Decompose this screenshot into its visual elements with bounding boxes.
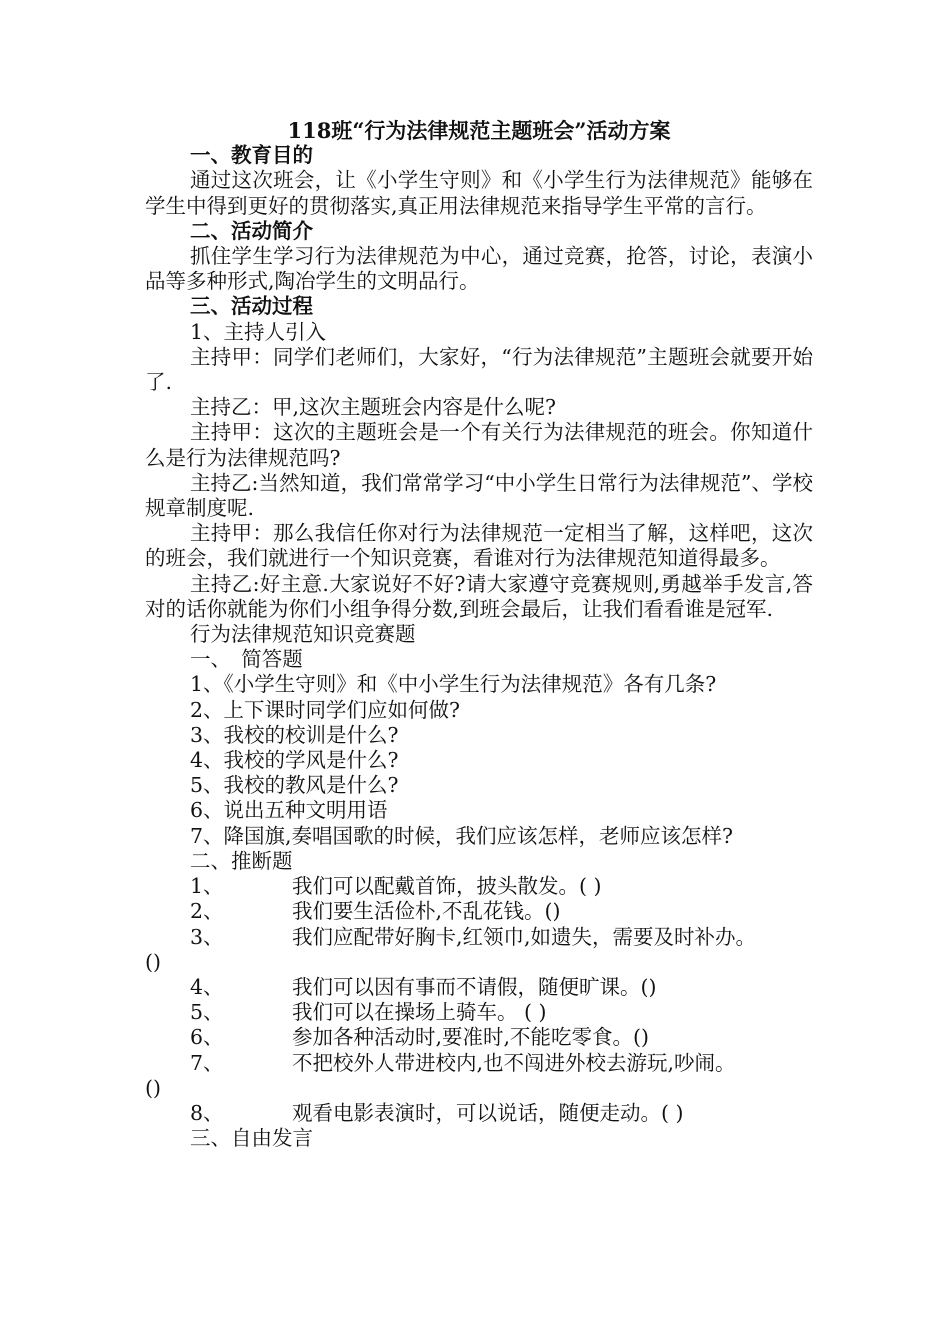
step-host-intro: 1、主持人引入 (190, 319, 327, 344)
section-heading-purpose: 一、教育目的 (190, 143, 313, 168)
judgement-continuation: () (145, 949, 161, 974)
dialogue-line: 主持乙:好主意.大家说好不好?请大家遵守竞赛规则,勇越举手发言,答对的话你就能为你们小组争得分数,到班会最后，让我们看看谁是冠军. (145, 571, 813, 621)
judgement-number: 4、 (190, 974, 224, 999)
purpose-paragraph: 通过这次班会，让《小学生守则》和《小学生行为法律规范》能够在学生中得到更好的贯彻落实,真正用法律规范来指导学生平常的言行。 (145, 168, 813, 218)
judgement-number: 2、 (190, 899, 224, 924)
dialogue-line: 主持乙：甲,这次主题班会内容是什么呢? (190, 395, 557, 420)
judgement-number: 3、 (190, 924, 224, 949)
judgement-text: 观看电影表演时，可以说话，随便走动。( ) (292, 1100, 684, 1125)
question-item: 1、《小学生守则》和《中小学生行为法律规范》各有几条? (190, 672, 717, 697)
document-title: 118班“行为法律规范主题班会”活动方案 (287, 118, 671, 143)
question-item: 6、说出五种文明用语 (190, 798, 388, 823)
dialogue-line: 主持乙:当然知道，我们常常学习“中小学生日常行为法律规范”、学校规章制度呢. (145, 470, 813, 521)
judgement-text: 我们应配带好胸卡,红领巾,如遗失，需要及时补办。 (292, 924, 757, 949)
judgement-item (145, 975, 813, 1000)
question-item: 3、我校的校训是什么? (190, 722, 399, 747)
judgement-number: 1、 (190, 874, 224, 899)
judgement-text: 我们要生活俭朴,不乱花钱。() (292, 899, 561, 924)
section-heading-intro: 二、活动简介 (190, 218, 313, 243)
judgement-continuation: () (145, 1075, 161, 1100)
dialogue-line: 主持甲：同学们老师们，大家好，“行为法律规范”主题班会就要开始了. (145, 344, 813, 395)
document-page (145, 118, 813, 1151)
quiz-part-free-speech: 三、自由发言 (190, 1126, 313, 1151)
judgement-item (145, 1051, 813, 1076)
judgement-item (145, 1025, 813, 1050)
question-item: 4、我校的学风是什么? (190, 748, 399, 773)
judgement-item (145, 874, 813, 899)
judgement-item (145, 1101, 813, 1126)
judgement-item (145, 899, 813, 924)
section-heading-process: 三、活动过程 (190, 294, 313, 319)
question-item: 7、降国旗,奏唱国歌的时候，我们应该怎样，老师应该怎样? (190, 823, 734, 848)
judgement-text: 我们可以在操场上骑车。 ( ) (292, 1000, 547, 1025)
judgement-number: 8、 (190, 1100, 224, 1125)
judgement-text: 我们可以配戴首饰，披头散发。( ) (292, 874, 602, 899)
judgement-number: 5、 (190, 1000, 224, 1025)
intro-paragraph: 抓住学生学习行为法律规范为中心，通过竞赛，抢答，讨论，表演小品等多种形式,陶冶学生的文明品行。 (145, 244, 813, 294)
judgement-item (145, 1000, 813, 1025)
question-item: 5、我校的教风是什么? (190, 773, 399, 798)
judgement-text: 我们可以因有事而不请假，随便旷课。() (292, 974, 657, 999)
quiz-part-short-answer: 一、 简答题 (190, 647, 303, 672)
judgement-item (145, 925, 813, 950)
dialogue-line: 主持甲：那么我信任你对行为法律规范一定相当了解，这样吧，这次的班会，我们就进行一个知识竞赛，看谁对行为法律规范知道得最多。 (145, 521, 813, 571)
quiz-part-judgement: 二、推断题 (190, 848, 293, 873)
judgement-number: 7、 (190, 1050, 224, 1075)
judgement-number: 6、 (190, 1025, 224, 1050)
question-item: 2、上下课时同学们应如何做? (190, 697, 461, 722)
dialogue-line: 主持甲：这次的主题班会是一个有关行为法律规范的班会。你知道什么是行为法律规范吗? (145, 420, 813, 470)
judgement-text: 不把校外人带进校内,也不闯进外校去游玩,吵闹。 (292, 1050, 736, 1075)
quiz-title: 行为法律规范知识竞赛题 (190, 622, 416, 647)
judgement-text: 参加各种活动时,要准时,不能吃零食。() (292, 1025, 650, 1050)
